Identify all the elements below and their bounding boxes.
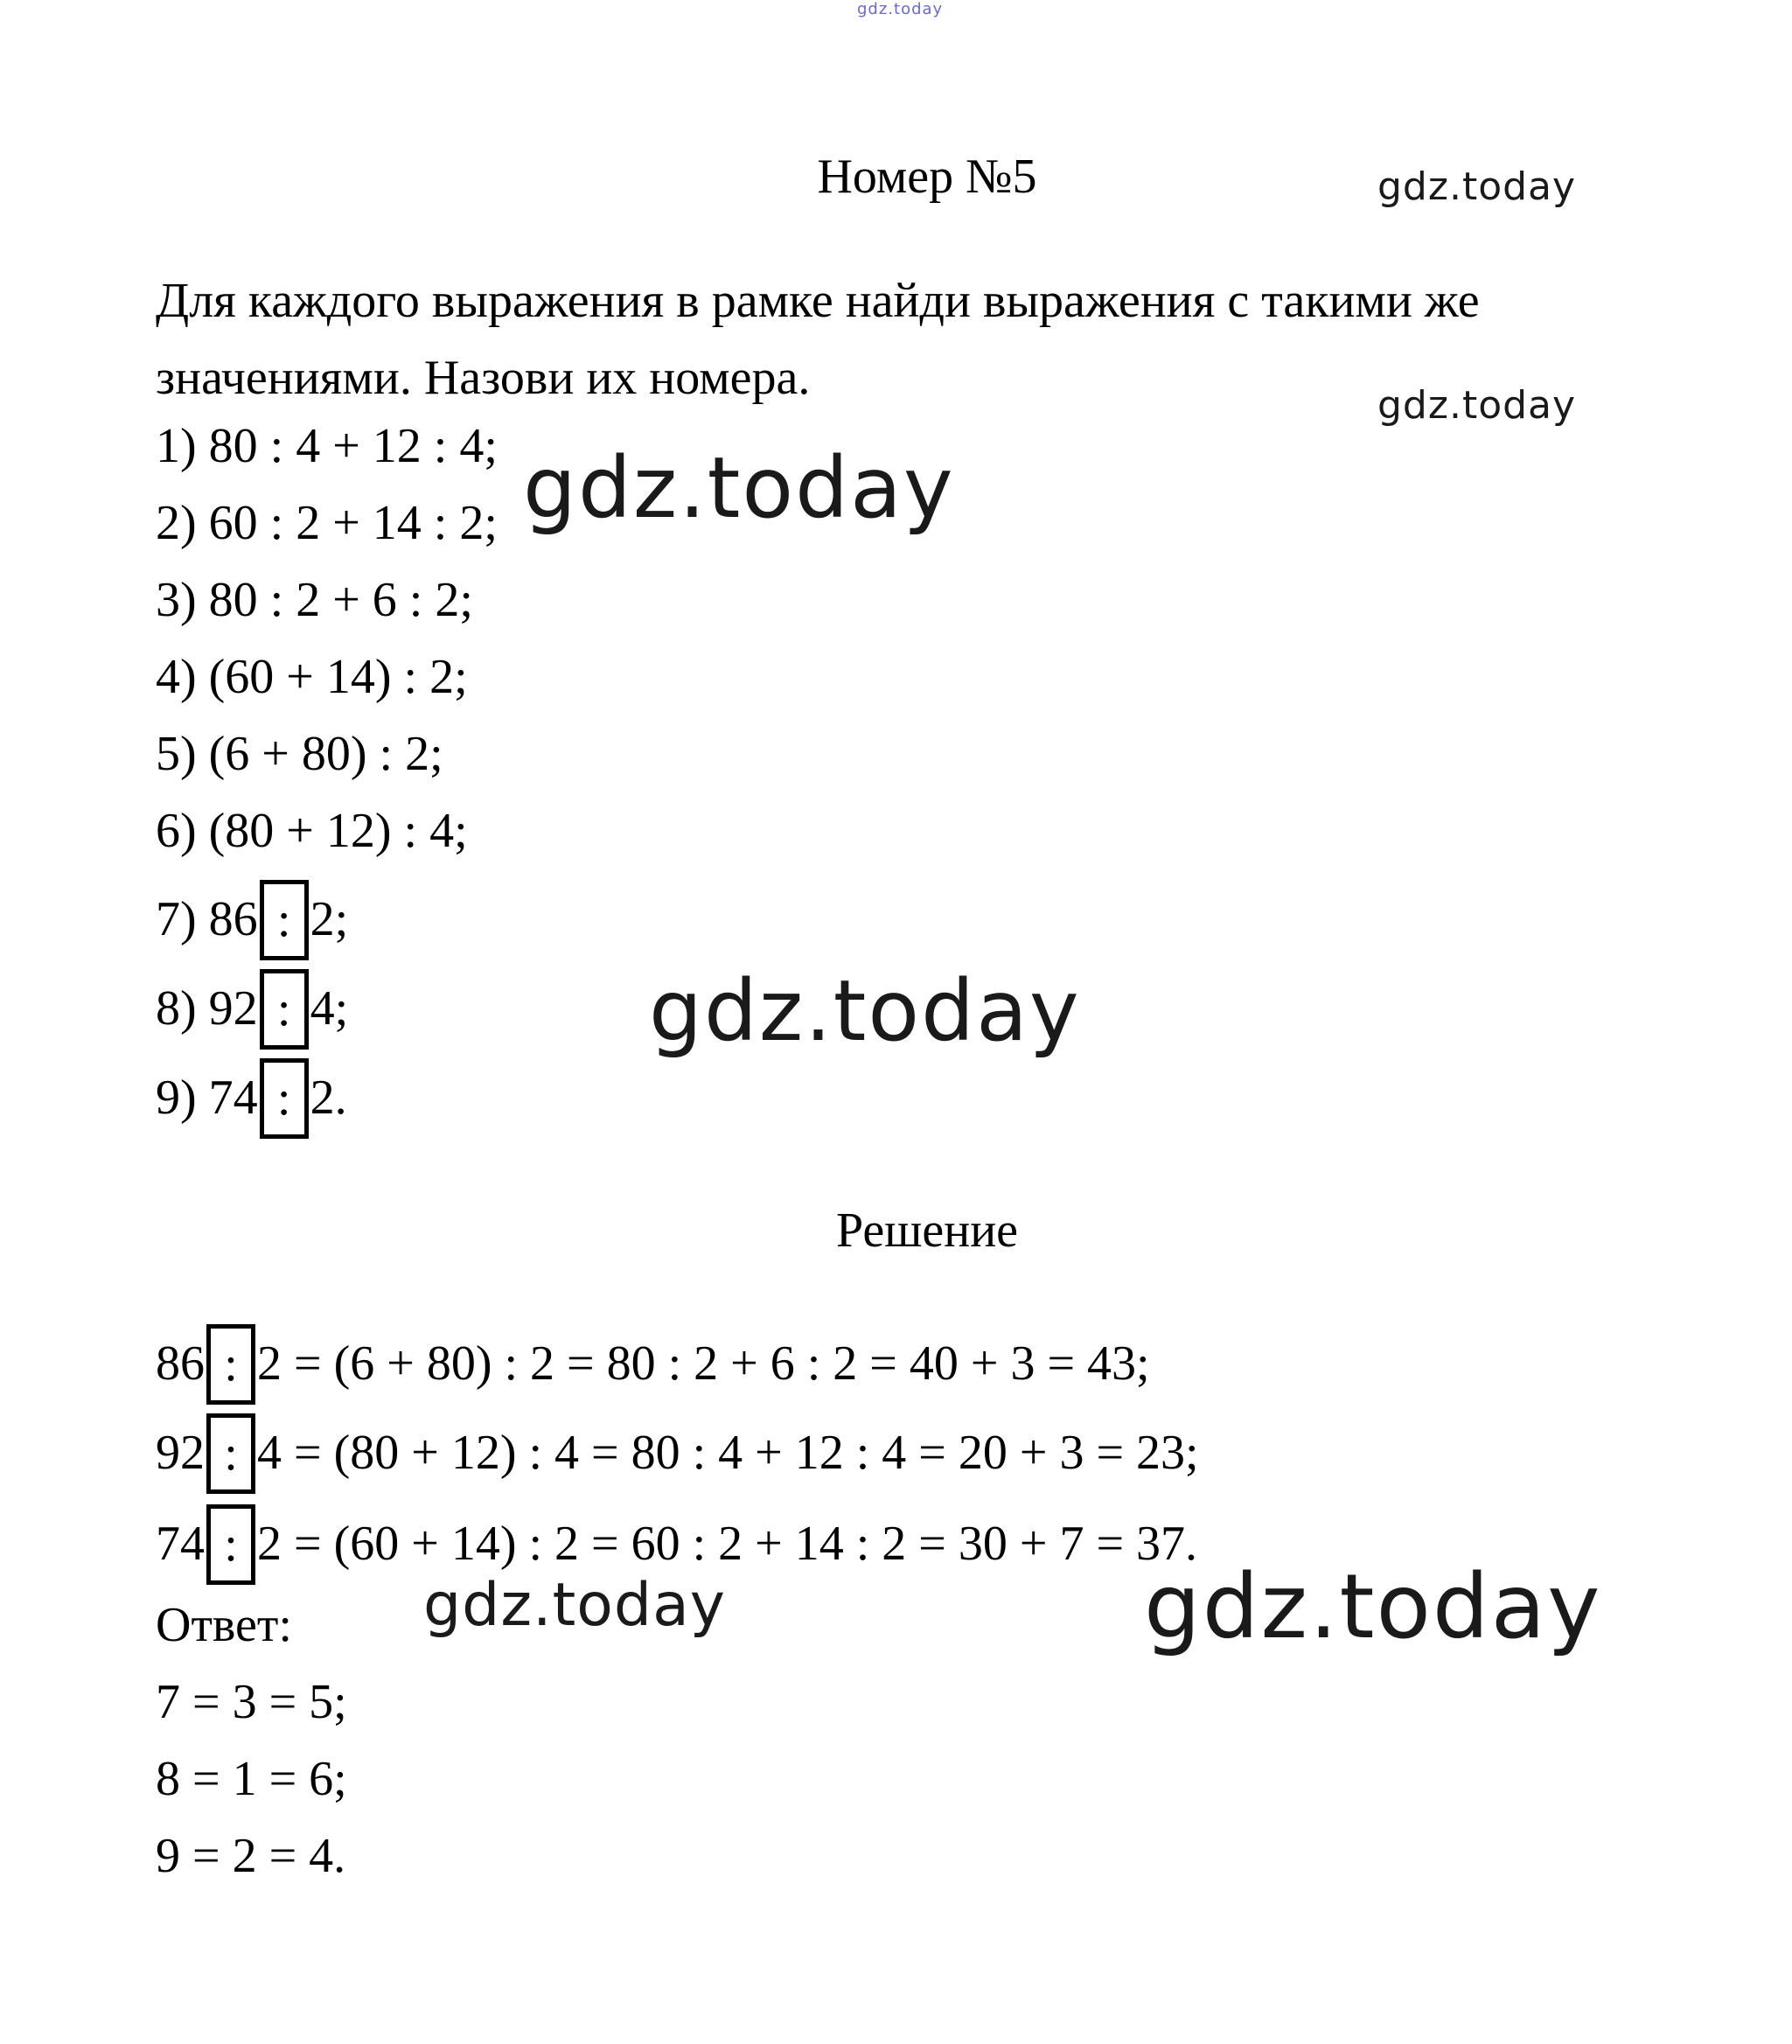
expression-7-suffix: 2; bbox=[310, 891, 349, 946]
watermark-large-2: gdz.today bbox=[649, 962, 1081, 1060]
expression-9 bbox=[156, 1062, 347, 1142]
solution-line-2-box: : bbox=[206, 1413, 255, 1494]
expression-8-prefix: 8) 92 bbox=[156, 980, 258, 1036]
solution-line-1-suffix: 2 = (6 + 80) : 2 = 80 : 2 + 6 : 2 = 40 + 3 = 43; bbox=[257, 1336, 1150, 1391]
expression-9-suffix: 2. bbox=[310, 1070, 347, 1125]
expression-8-box: : bbox=[260, 969, 309, 1050]
expression-9-prefix: 9) 74 bbox=[156, 1070, 258, 1125]
expression-7 bbox=[156, 883, 348, 964]
solution-line-1-prefix: 86 bbox=[156, 1336, 205, 1391]
watermark-small-1: gdz.today bbox=[1377, 164, 1577, 209]
expression-2: 2) 60 : 2 + 14 : 2; bbox=[156, 496, 498, 550]
solution-line-1 bbox=[156, 1328, 1150, 1408]
solution-line-2-suffix: 4 = (80 + 12) : 4 = 80 : 4 + 12 : 4 = 20 + 3 = 23; bbox=[257, 1425, 1199, 1480]
watermark-bottom-1: gdz.today bbox=[423, 1571, 726, 1640]
expression-9-box: : bbox=[260, 1058, 309, 1139]
expression-4: 4) (60 + 14) : 2; bbox=[156, 650, 468, 704]
expression-1: 1) 80 : 4 + 12 : 4; bbox=[156, 419, 498, 473]
solution-line-3 bbox=[156, 1508, 1197, 1588]
watermark-top: gdz.today bbox=[857, 0, 944, 18]
solution-title: Решение bbox=[835, 1203, 1019, 1258]
solution-line-3-prefix: 74 bbox=[156, 1516, 205, 1571]
expression-3: 3) 80 : 2 + 6 : 2; bbox=[156, 573, 473, 627]
solution-line-3-box: : bbox=[206, 1504, 255, 1585]
solution-line-1-box: : bbox=[206, 1324, 255, 1405]
solution-line-2-prefix: 92 bbox=[156, 1425, 205, 1480]
expression-8-suffix: 4; bbox=[310, 980, 349, 1036]
expression-5: 5) (6 + 80) : 2; bbox=[156, 727, 443, 781]
answer-label: Ответ: bbox=[156, 1598, 292, 1652]
answer-2: 8 = 1 = 6; bbox=[156, 1752, 347, 1806]
expression-6: 6) (80 + 12) : 4; bbox=[156, 804, 468, 858]
watermark-bottom-2: gdz.today bbox=[1144, 1555, 1602, 1659]
watermark-small-2: gdz.today bbox=[1377, 383, 1577, 428]
page-title: Номер №5 bbox=[817, 150, 1037, 204]
watermark-large-1: gdz.today bbox=[523, 439, 955, 537]
expression-7-box: : bbox=[260, 880, 309, 960]
answer-3: 9 = 2 = 4. bbox=[156, 1829, 346, 1883]
expression-7-prefix: 7) 86 bbox=[156, 891, 258, 946]
solution-line-3-suffix: 2 = (60 + 14) : 2 = 60 : 2 + 14 : 2 = 30 + 7 = 37. bbox=[257, 1516, 1198, 1571]
expression-8 bbox=[156, 973, 348, 1053]
answer-1: 7 = 3 = 5; bbox=[156, 1675, 347, 1729]
task-text: Для каждого выражения в рамке найди выражения с такими же значениями. Назови их номера. bbox=[156, 274, 1480, 405]
solution-line-2 bbox=[156, 1417, 1199, 1497]
